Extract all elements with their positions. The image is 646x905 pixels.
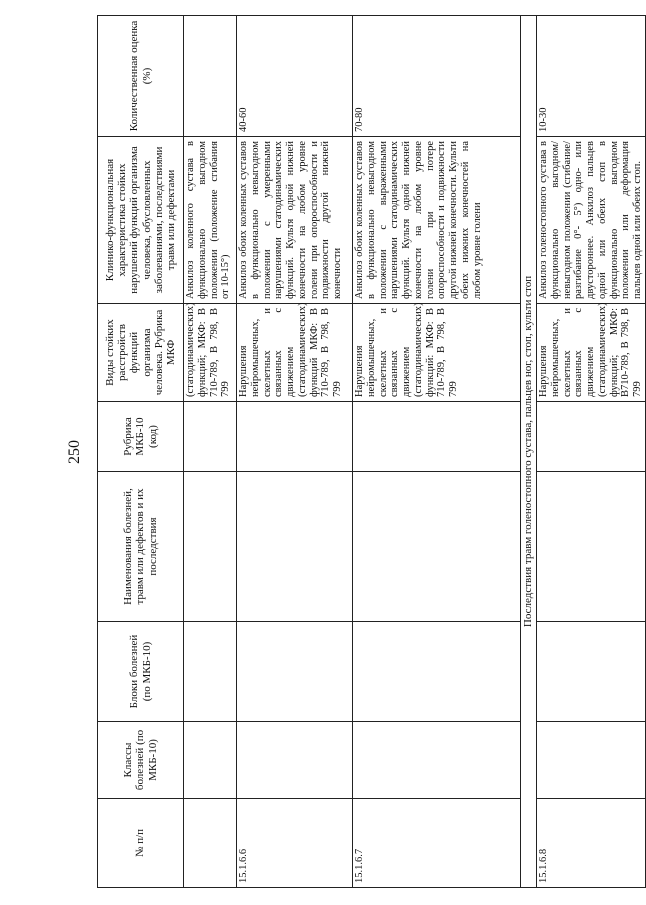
header-dysfunction-types: Виды стойких расстройств функций организма человека. Рубрика МКФ	[98, 304, 184, 402]
header-disease-blocks: Блоки болезней (по МКБ-10)	[98, 622, 184, 722]
row-number: 15.1.6.6	[237, 799, 353, 888]
header-row	[98, 16, 184, 888]
section-row	[521, 16, 537, 888]
row-icd-code	[184, 402, 237, 472]
row-class	[184, 722, 237, 799]
row-number: 15.1.6.8	[537, 799, 646, 888]
header-number: № п/п	[98, 799, 184, 888]
table-row	[237, 16, 353, 888]
row-disease-name	[184, 472, 237, 622]
row-block	[537, 622, 646, 722]
header-icd-code: Рубрика МКБ-10 (код)	[98, 402, 184, 472]
row-disease-name	[537, 472, 646, 622]
row-block	[353, 622, 521, 722]
row-disease-name	[353, 472, 521, 622]
row-clinical-characteristics: Анкилоз голеностопного сустава в функционально выгодном/невыгодном положении (сгибание/разгибание 0°- 5°) одно- или двустороннее. Анкилоз пальцев одной или обеих стоп в функционально выгодном положении или деформация пальцев одной или обеих стоп.	[537, 137, 646, 304]
row-class	[353, 722, 521, 799]
row-percent: 40-60	[237, 16, 353, 137]
table-row	[184, 16, 237, 888]
row-percent	[184, 16, 237, 137]
row-block	[184, 622, 237, 722]
row-class	[237, 722, 353, 799]
row-icd-code	[353, 402, 521, 472]
row-class	[537, 722, 646, 799]
row-dysfunction-types: Нарушения нейромышечных, скелетных и связанных с движением (статодинамических) функций; МКФ: В710-789, В 798, В 799	[537, 304, 646, 402]
rotated-page	[97, 16, 643, 888]
row-icd-code	[537, 402, 646, 472]
table-row	[537, 16, 646, 888]
row-percent: 10-30	[537, 16, 646, 137]
row-block	[237, 622, 353, 722]
row-icd-code	[237, 402, 353, 472]
header-clinical-characteristics: Клинико-функциональная характеристика стойких нарушений функций организма человека, обусловленных заболеваниями, последствиями травм или дефектами	[98, 137, 184, 304]
section-title: Последствия травм голеностопного сустава, пальцев ног, стоп, культи стоп	[521, 16, 537, 888]
row-disease-name	[237, 472, 353, 622]
row-percent: 70-80	[353, 16, 521, 137]
header-disease-classes: Классы болезней (по МКБ-10)	[98, 722, 184, 799]
row-dysfunction-types: Нарушения нейромышечных, скелетных и связанных с движением (статодинамических) функций МКФ: В 710-789, В 798, В 799	[237, 304, 353, 402]
page-number: 250	[66, 440, 83, 464]
disability-criteria-table	[97, 15, 646, 888]
row-clinical-characteristics: Анкилоз коленного сустава в функционально выгодном положении (положение сгибания от 10-15°)	[184, 137, 237, 304]
row-dysfunction-types: Нарушения нейромышечных, скелетных и связанных с движением (статодинамических) функций: МКФ: В 710-789, В 798, В 799	[353, 304, 521, 402]
header-quantitative-assessment: Количественная оценка (%)	[98, 16, 184, 137]
row-dysfunction-types: (статодинамических) функций; МКФ: В 710-789, В 798, В 799	[184, 304, 237, 402]
table-row	[353, 16, 521, 888]
row-clinical-characteristics: Анкилоз обоих коленных суставов в функционально невыгодном положении с умеренными нарушениями статодинамических функций. Культя одной нижней конечности на любом уровне голени при опороспособности и подвижности другой нижней конечности	[237, 137, 353, 304]
row-number	[184, 799, 237, 888]
row-number: 15.1.6.7	[353, 799, 521, 888]
header-disease-names: Наименования болезней, травм или дефектов и их последствия	[98, 472, 184, 622]
row-clinical-characteristics: Анкилоз обоих коленных суставов в функционально невыгодном положении с выраженными нарушениями статодинамических функций. Культя одной нижней конечности на любом уровне голени при потере опороспособности и подвижности другой нижней конечности. Культи обеих нижних конечностей на любом уровне голени	[353, 137, 521, 304]
